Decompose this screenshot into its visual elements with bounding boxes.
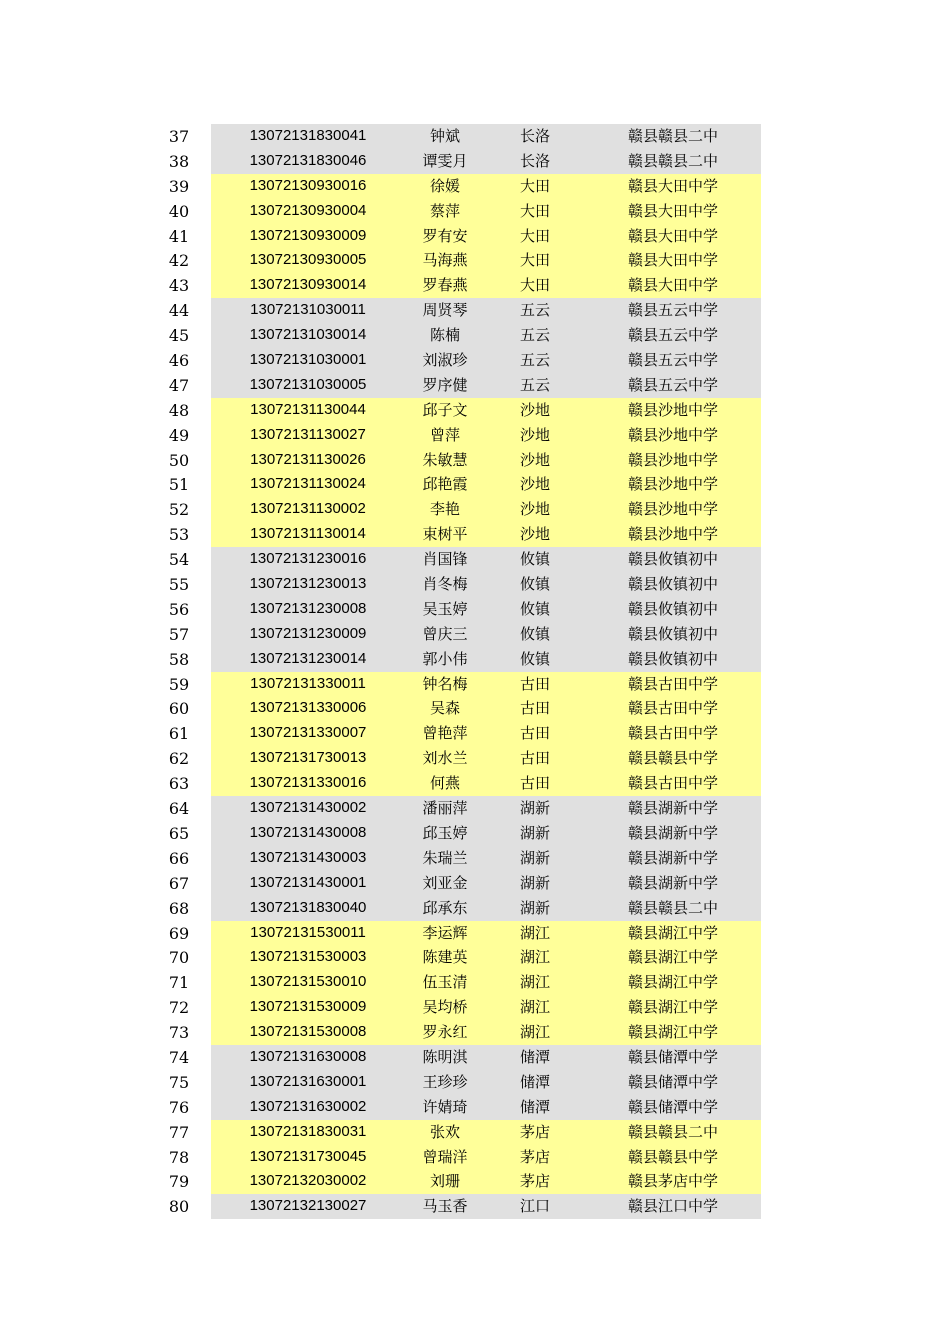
exam-id-cell: 13072131830040 xyxy=(249,898,367,916)
row-number: 66 xyxy=(168,848,190,868)
table-row xyxy=(0,696,950,721)
exam-id-cell: 13072131230016 xyxy=(249,550,367,568)
school-cell: 赣县沙地中学 xyxy=(627,525,718,544)
town-cell: 沙地 xyxy=(519,500,550,519)
town-cell: 湖江 xyxy=(519,1023,550,1042)
town-cell: 湖新 xyxy=(519,898,550,917)
school-cell: 赣县沙地中学 xyxy=(627,450,718,469)
exam-id-cell: 13072131130014 xyxy=(250,525,366,543)
row-number: 72 xyxy=(168,998,190,1018)
town-cell: 湖江 xyxy=(519,923,550,942)
row-number: 77 xyxy=(168,1122,190,1142)
table-row xyxy=(0,796,950,821)
town-cell: 攸镇 xyxy=(519,649,550,668)
name-cell: 朱敏慧 xyxy=(422,450,468,469)
name-cell: 罗序健 xyxy=(422,375,468,394)
exam-id-cell: 13072131830041 xyxy=(249,127,367,144)
school-cell: 赣县赣县二中 xyxy=(627,127,718,145)
school-cell: 赣县五云中学 xyxy=(627,351,718,370)
town-cell: 攸镇 xyxy=(519,550,550,569)
name-cell: 邱承东 xyxy=(422,898,468,917)
town-cell: 古田 xyxy=(519,674,550,693)
row-number: 63 xyxy=(168,774,190,794)
table-row xyxy=(0,921,950,946)
school-cell: 赣县江口中学 xyxy=(627,1197,718,1216)
table-row xyxy=(0,647,950,672)
table-row xyxy=(0,448,950,473)
name-cell: 罗有安 xyxy=(422,226,468,245)
table-row xyxy=(0,572,950,597)
exam-id-cell: 13072131330007 xyxy=(249,724,367,742)
row-number: 53 xyxy=(168,525,190,545)
name-cell: 马海燕 xyxy=(422,251,468,270)
school-cell: 赣县湖新中学 xyxy=(627,873,718,892)
town-cell: 五云 xyxy=(519,301,550,320)
school-cell: 赣县储潭中学 xyxy=(627,1097,718,1116)
table-row xyxy=(0,348,950,373)
row-number: 75 xyxy=(168,1072,190,1092)
exam-id-cell: 13072131630002 xyxy=(249,1097,367,1115)
exam-id-cell: 13072131130026 xyxy=(250,450,366,468)
exam-id-cell: 13072132030002 xyxy=(249,1172,367,1190)
table-row xyxy=(0,522,950,547)
town-cell: 湖江 xyxy=(519,948,550,967)
table-row xyxy=(0,124,950,149)
exam-id-cell: 13072131130002 xyxy=(250,500,366,518)
name-cell: 罗春燕 xyxy=(422,276,468,295)
row-number: 59 xyxy=(168,674,190,694)
town-cell: 攸镇 xyxy=(519,624,550,643)
table-row xyxy=(0,821,950,846)
table-row xyxy=(0,497,950,522)
row-number: 61 xyxy=(168,724,190,744)
town-cell: 湖新 xyxy=(519,823,550,842)
row-number: 64 xyxy=(168,799,190,819)
school-cell: 赣县沙地中学 xyxy=(627,400,718,419)
school-cell: 赣县湖新中学 xyxy=(627,823,718,842)
school-cell: 赣县湖江中学 xyxy=(627,948,718,967)
school-cell: 赣县五云中学 xyxy=(627,326,718,345)
school-cell: 赣县赣县中学 xyxy=(627,1147,718,1166)
table-row xyxy=(0,1194,950,1219)
row-number: 71 xyxy=(168,973,190,993)
town-cell: 古田 xyxy=(519,724,550,743)
row-number: 44 xyxy=(168,301,190,321)
table-row xyxy=(0,199,950,224)
town-cell: 攸镇 xyxy=(519,599,550,618)
name-cell: 伍玉清 xyxy=(422,973,468,992)
exam-id-cell: 13072131030014 xyxy=(249,326,367,344)
school-cell: 赣县大田中学 xyxy=(627,226,718,245)
row-number: 65 xyxy=(168,823,190,843)
town-cell: 五云 xyxy=(519,351,550,370)
name-cell: 何燕 xyxy=(429,774,460,793)
school-cell: 赣县沙地中学 xyxy=(627,475,718,494)
school-cell: 赣县攸镇初中 xyxy=(627,649,718,668)
name-cell: 陈明淇 xyxy=(422,1047,468,1066)
exam-id-cell: 13072130930016 xyxy=(249,176,367,194)
town-cell: 茅店 xyxy=(519,1172,550,1191)
town-cell: 茅店 xyxy=(519,1147,550,1166)
school-cell: 赣县赣县二中 xyxy=(627,1122,718,1141)
table-row xyxy=(0,771,950,796)
table-row xyxy=(0,373,950,398)
exam-id-cell: 13072131430001 xyxy=(249,873,367,891)
exam-id-cell: 13072131230013 xyxy=(249,575,367,593)
town-cell: 五云 xyxy=(519,326,550,345)
town-cell: 长洛 xyxy=(519,151,550,170)
exam-id-cell: 13072131330006 xyxy=(249,699,367,717)
exam-id-cell: 13072131530003 xyxy=(249,948,367,966)
row-number: 57 xyxy=(168,624,190,644)
table-row xyxy=(0,896,950,921)
row-number: 69 xyxy=(168,923,190,943)
row-number: 40 xyxy=(168,201,190,221)
town-cell: 江口 xyxy=(519,1197,550,1216)
school-cell: 赣县沙地中学 xyxy=(627,425,718,444)
table-row xyxy=(0,945,950,970)
school-cell: 赣县赣县二中 xyxy=(627,898,718,917)
name-cell: 束树平 xyxy=(422,525,468,544)
row-number: 54 xyxy=(168,550,190,570)
name-cell: 曾瑞洋 xyxy=(422,1147,468,1166)
name-cell: 钟名梅 xyxy=(422,674,468,693)
exam-id-cell: 13072131630001 xyxy=(249,1072,367,1090)
exam-id-cell: 13072130930009 xyxy=(249,226,367,244)
town-cell: 大田 xyxy=(519,201,550,220)
row-number: 78 xyxy=(168,1147,190,1167)
exam-id-cell: 13072131830031 xyxy=(249,1122,367,1140)
school-cell: 赣县大田中学 xyxy=(627,176,718,195)
exam-id-cell: 13072131530010 xyxy=(249,973,367,991)
name-cell: 徐媛 xyxy=(429,176,460,195)
town-cell: 湖新 xyxy=(519,799,550,818)
school-cell: 赣县湖江中学 xyxy=(627,1023,718,1042)
row-number: 74 xyxy=(168,1047,190,1067)
table-row xyxy=(0,746,950,771)
table-row xyxy=(0,970,950,995)
town-cell: 沙地 xyxy=(519,475,550,494)
row-number: 51 xyxy=(168,475,190,495)
town-cell: 茅店 xyxy=(519,1122,550,1141)
name-cell: 蔡萍 xyxy=(429,201,460,220)
school-cell: 赣县大田中学 xyxy=(627,201,718,220)
table-row xyxy=(0,871,950,896)
town-cell: 储潭 xyxy=(519,1097,550,1116)
table-row xyxy=(0,298,950,323)
table-row xyxy=(0,398,950,423)
table-row xyxy=(0,1145,950,1170)
row-number: 47 xyxy=(168,375,190,395)
row-number: 52 xyxy=(168,500,190,520)
town-cell: 沙地 xyxy=(519,400,550,419)
row-number: 43 xyxy=(168,276,190,296)
name-cell: 邱玉婷 xyxy=(422,823,468,842)
school-cell: 赣县攸镇初中 xyxy=(627,550,718,569)
row-number: 46 xyxy=(168,351,190,371)
row-number: 68 xyxy=(168,898,190,918)
school-cell: 赣县攸镇初中 xyxy=(627,575,718,594)
exam-id-cell: 13072131130044 xyxy=(250,400,366,418)
exam-id-cell: 13072131030001 xyxy=(249,351,367,369)
name-cell: 曾萍 xyxy=(429,425,460,444)
school-cell: 赣县大田中学 xyxy=(627,276,718,295)
name-cell: 周贤琴 xyxy=(422,301,468,320)
table-row xyxy=(0,323,950,348)
school-cell: 赣县古田中学 xyxy=(627,774,718,793)
exam-id-cell: 13072131130027 xyxy=(250,425,366,443)
school-cell: 赣县古田中学 xyxy=(627,674,718,693)
name-cell: 吴玉婷 xyxy=(422,599,468,618)
school-cell: 赣县湖新中学 xyxy=(627,799,718,818)
table-row xyxy=(0,472,950,497)
name-cell: 刘珊 xyxy=(429,1172,460,1191)
exam-id-cell: 13072131030005 xyxy=(249,375,367,393)
exam-id-cell: 13072131730045 xyxy=(249,1147,367,1165)
town-cell: 长洛 xyxy=(519,127,550,145)
town-cell: 古田 xyxy=(519,699,550,718)
town-cell: 湖江 xyxy=(519,973,550,992)
town-cell: 沙地 xyxy=(519,425,550,444)
name-cell: 钟斌 xyxy=(429,127,460,145)
table-row xyxy=(0,273,950,298)
exam-id-cell: 13072131330016 xyxy=(249,774,367,792)
town-cell: 古田 xyxy=(519,749,550,768)
roster-table xyxy=(0,124,950,1219)
table-row xyxy=(0,149,950,174)
row-number: 38 xyxy=(168,151,190,171)
school-cell: 赣县湖江中学 xyxy=(627,923,718,942)
exam-id-cell: 13072131630008 xyxy=(249,1047,367,1065)
name-cell: 曾艳萍 xyxy=(422,724,468,743)
town-cell: 沙地 xyxy=(519,450,550,469)
row-number: 50 xyxy=(168,450,190,470)
name-cell: 邱艳霞 xyxy=(422,475,468,494)
name-cell: 罗永红 xyxy=(422,1023,468,1042)
exam-id-cell: 13072131130024 xyxy=(250,475,366,493)
name-cell: 吴均桥 xyxy=(422,998,468,1017)
table-row xyxy=(0,174,950,199)
table-row xyxy=(0,846,950,871)
row-number: 41 xyxy=(168,226,190,246)
school-cell: 赣县五云中学 xyxy=(627,301,718,320)
table-row xyxy=(0,1169,950,1194)
row-number: 39 xyxy=(168,176,190,196)
table-row xyxy=(0,1095,950,1120)
name-cell: 李运辉 xyxy=(422,923,468,942)
school-cell: 赣县大田中学 xyxy=(627,251,718,270)
town-cell: 大田 xyxy=(519,226,550,245)
exam-id-cell: 13072131030011 xyxy=(250,301,366,319)
exam-id-cell: 13072131730013 xyxy=(249,749,367,767)
name-cell: 张欢 xyxy=(429,1122,460,1141)
name-cell: 王珍珍 xyxy=(422,1072,468,1091)
name-cell: 肖冬梅 xyxy=(422,575,468,594)
table-row xyxy=(0,672,950,697)
exam-id-cell: 13072131530008 xyxy=(249,1023,367,1041)
table-row xyxy=(0,423,950,448)
table-row xyxy=(0,248,950,273)
school-cell: 赣县储潭中学 xyxy=(627,1047,718,1066)
table-row xyxy=(0,622,950,647)
table-row xyxy=(0,1020,950,1045)
exam-id-cell: 13072131230014 xyxy=(249,649,367,667)
name-cell: 肖国锋 xyxy=(422,550,468,569)
town-cell: 攸镇 xyxy=(519,575,550,594)
exam-id-cell: 13072131830046 xyxy=(249,151,367,169)
row-number: 79 xyxy=(168,1172,190,1192)
exam-id-cell: 13072131530011 xyxy=(250,923,366,941)
row-number: 80 xyxy=(168,1197,190,1217)
name-cell: 刘水兰 xyxy=(422,749,468,768)
exam-id-cell: 13072131430002 xyxy=(249,799,367,817)
school-cell: 赣县五云中学 xyxy=(627,375,718,394)
town-cell: 大田 xyxy=(519,176,550,195)
school-cell: 赣县攸镇初中 xyxy=(627,624,718,643)
name-cell: 陈楠 xyxy=(429,326,460,345)
town-cell: 五云 xyxy=(519,375,550,394)
row-number: 60 xyxy=(168,699,190,719)
name-cell: 李艳 xyxy=(429,500,460,519)
school-cell: 赣县古田中学 xyxy=(627,724,718,743)
exam-id-cell: 13072130930014 xyxy=(249,276,367,294)
town-cell: 大田 xyxy=(519,276,550,295)
table-row xyxy=(0,1070,950,1095)
name-cell: 潘丽萍 xyxy=(422,799,468,818)
school-cell: 赣县赣县二中 xyxy=(627,151,718,170)
exam-id-cell: 13072131230008 xyxy=(249,599,367,617)
exam-id-cell: 13072131430008 xyxy=(249,823,367,841)
table-row xyxy=(0,224,950,249)
name-cell: 谭雯月 xyxy=(422,151,468,170)
school-cell: 赣县古田中学 xyxy=(627,699,718,718)
name-cell: 陈建英 xyxy=(422,948,468,967)
town-cell: 储潭 xyxy=(519,1072,550,1091)
exam-id-cell: 13072131330011 xyxy=(250,674,366,692)
table-row xyxy=(0,597,950,622)
row-number: 45 xyxy=(168,326,190,346)
name-cell: 朱瑞兰 xyxy=(422,848,468,867)
row-number: 62 xyxy=(168,749,190,769)
row-number: 70 xyxy=(168,948,190,968)
town-cell: 储潭 xyxy=(519,1047,550,1066)
table-row xyxy=(0,547,950,572)
town-cell: 湖江 xyxy=(519,998,550,1017)
row-number: 76 xyxy=(168,1097,190,1117)
name-cell: 吴森 xyxy=(429,699,460,718)
row-number: 55 xyxy=(168,575,190,595)
town-cell: 大田 xyxy=(519,251,550,270)
row-number: 58 xyxy=(168,649,190,669)
exam-id-cell: 13072130930004 xyxy=(249,201,367,219)
exam-id-cell: 13072131430003 xyxy=(249,848,367,866)
table-row xyxy=(0,1120,950,1145)
school-cell: 赣县储潭中学 xyxy=(627,1072,718,1091)
name-cell: 刘亚金 xyxy=(422,873,468,892)
table-row xyxy=(0,1045,950,1070)
name-cell: 曾庆三 xyxy=(422,624,468,643)
school-cell: 赣县赣县中学 xyxy=(627,749,718,768)
name-cell: 郭小伟 xyxy=(422,649,468,668)
town-cell: 湖新 xyxy=(519,873,550,892)
exam-id-cell: 13072131530009 xyxy=(249,998,367,1016)
school-cell: 赣县湖新中学 xyxy=(627,848,718,867)
name-cell: 许婧琦 xyxy=(422,1097,468,1116)
school-cell: 赣县攸镇初中 xyxy=(627,599,718,618)
school-cell: 赣县沙地中学 xyxy=(627,500,718,519)
town-cell: 湖新 xyxy=(519,848,550,867)
exam-id-cell: 13072132130027 xyxy=(249,1197,367,1215)
school-cell: 赣县茅店中学 xyxy=(627,1172,718,1191)
row-number: 37 xyxy=(168,127,190,146)
name-cell: 马玉香 xyxy=(422,1197,468,1216)
school-cell: 赣县湖江中学 xyxy=(627,998,718,1017)
exam-id-cell: 13072130930005 xyxy=(249,251,367,269)
name-cell: 邱子文 xyxy=(422,400,468,419)
row-number: 67 xyxy=(168,873,190,893)
row-number: 73 xyxy=(168,1023,190,1043)
table-row xyxy=(0,721,950,746)
row-number: 42 xyxy=(168,251,190,271)
name-cell: 刘淑珍 xyxy=(422,351,468,370)
exam-id-cell: 13072131230009 xyxy=(249,624,367,642)
row-number: 56 xyxy=(168,599,190,619)
school-cell: 赣县湖江中学 xyxy=(627,973,718,992)
row-number: 49 xyxy=(168,425,190,445)
row-number: 48 xyxy=(168,400,190,420)
table-row xyxy=(0,995,950,1020)
town-cell: 古田 xyxy=(519,774,550,793)
town-cell: 沙地 xyxy=(519,525,550,544)
